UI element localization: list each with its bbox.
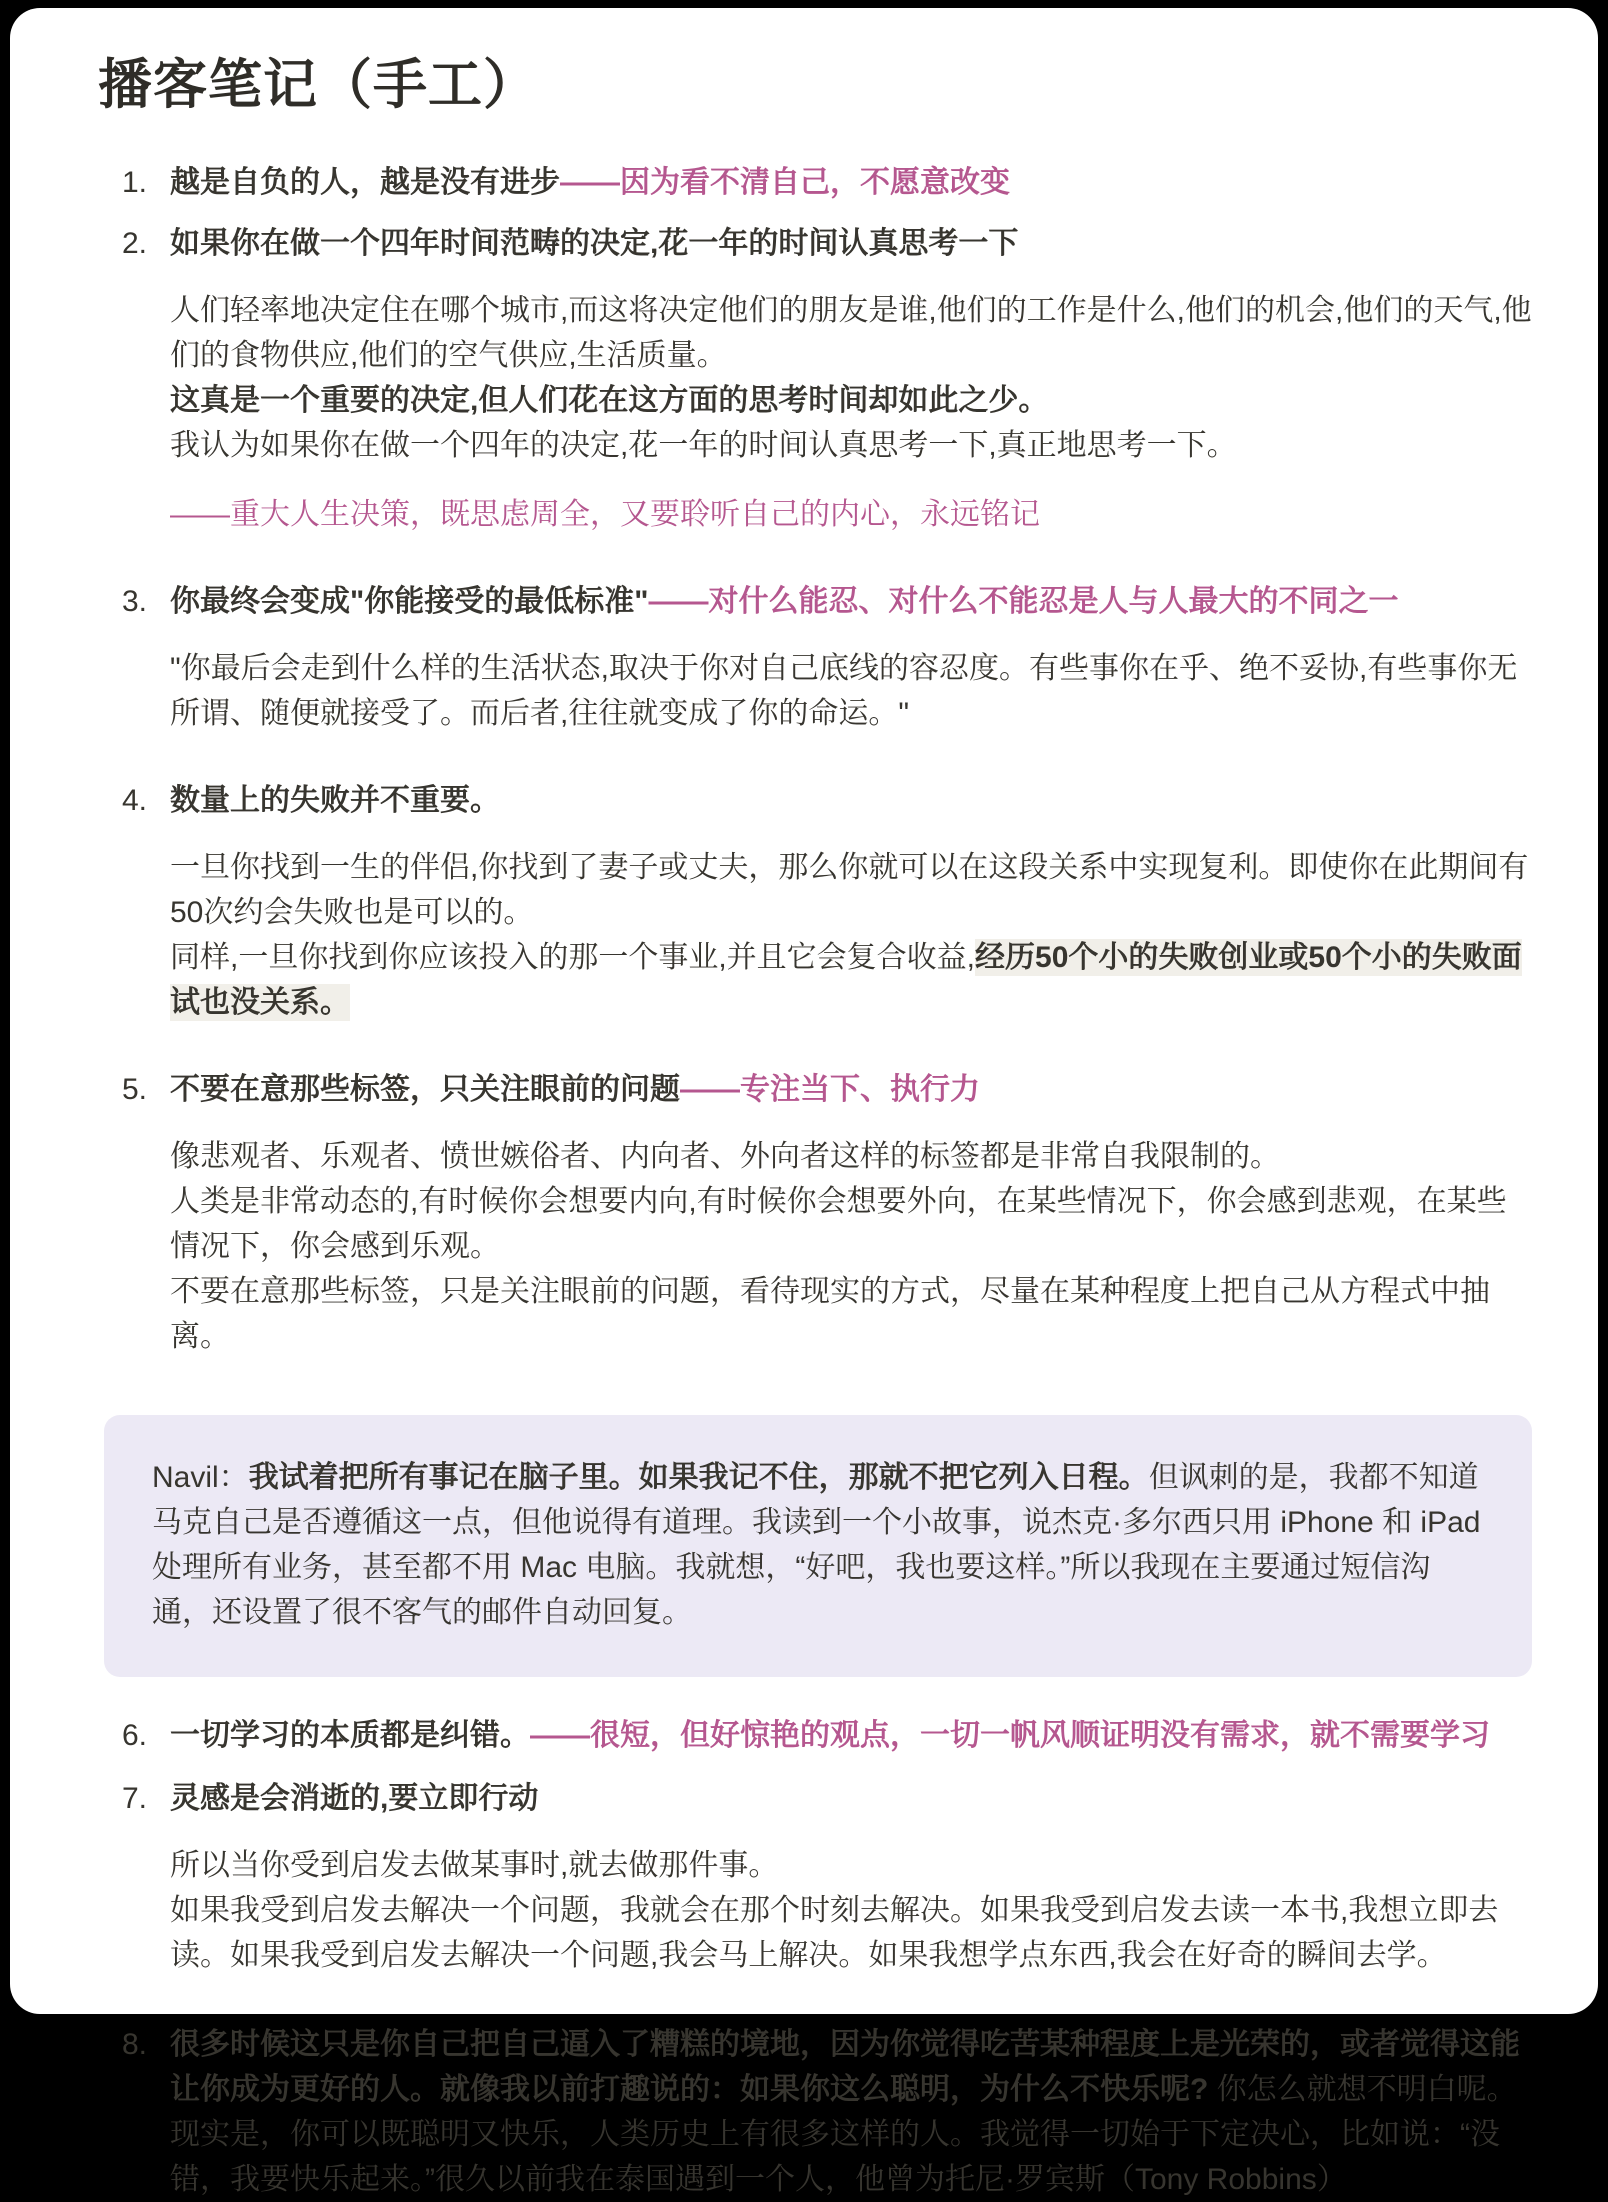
list-number: 1. <box>122 165 148 199</box>
highlighted-text: 经历50个小的失败创业或50个小的失败面试也没关系。 <box>170 940 1522 1019</box>
list-item-8 <box>98 2022 1532 2202</box>
paragraph <box>170 1134 1532 1359</box>
list-number: 7. <box>122 1781 148 1815</box>
list-number: 6. <box>122 1718 148 1752</box>
pink-annotation: ——很短，但好惊艳的观点，一切一帆风顺证明没有需求，就不需要学习 <box>530 1718 1490 1752</box>
paragraph-text: 你怎么就想不明白呢。现实是，你可以既聪明又快乐，人类历史上有很多这样的人。我觉得一切始于下定决心，比如说：“没错，我要快乐起来。”很久以前我在泰国遇到一个人，他曾为托尼·罗宾斯（Tony Robbins） <box>170 2072 1517 2196</box>
paragraph: "你最后会走到什么样的生活状态,取决于你对自己底线的容忍度。有些事你在乎、绝不妥协,有些事你无所谓、随便就接受了。而后者,往往就变成了你的命运。" <box>170 651 1518 730</box>
paragraph-line: 一旦你找到一生的伴侣,你找到了妻子或丈夫，那么你就可以在这段关系中实现复利。即使你在此期间有50次约会失败也是可以的。 <box>170 850 1529 929</box>
paragraph-line: 如果我受到启发去解决一个问题，我就会在那个时刻去解决。如果我受到启发去读一本书,我想立即去读。如果我受到启发去解决一个问题,我会马上解决。如果我想学点东西,我会在好奇的瞬间去学。 <box>170 1893 1499 1972</box>
item-heading: 数量上的失败并不重要。 <box>170 783 500 817</box>
list-item-4 <box>98 778 1532 1051</box>
notes-page-card <box>10 8 1598 2196</box>
callout-prefix: Navil： <box>152 1460 249 1494</box>
callout-bold-text: 我试着把所有事记在脑子里。如果我记不住，那就不把它列入日程。 <box>248 1460 1149 1494</box>
paragraph-line: 不要在意那些标签，只是关注眼前的问题，看待现实的方式，尽量在某种程度上把自己从方程式中抽离。 <box>170 1274 1490 1353</box>
callout-text: 但讽刺的是，我都不知道马克自己是否遵循这一点，但他说得有道理。我读到一个小故事，说杰克·多尔西只用 iPhone 和 iPad 处理所有业务，甚至都不用 Mac 电脑。我就想，“好吧，我也要这样。”所以我现在主要通过短信沟通，还设置了很不客气的邮件自动回复。 <box>152 1460 1481 1629</box>
paragraph-line: 所以当你受到启发去做某事时,就去做那件事。 <box>170 1848 779 1882</box>
item-heading: 如果你在做一个四年时间范畴的决定,花一年的时间认真思考一下 <box>170 226 1019 260</box>
paragraph-line: 我认为如果你在做一个四年的决定,花一年的时间认真思考一下,真正地思考一下。 <box>170 428 1237 462</box>
list-item-3 <box>98 579 1532 762</box>
item-heading: 灵感是会消逝的,要立即行动 <box>170 1781 539 1815</box>
list-item-1 <box>98 160 1532 205</box>
item-heading: 越是自负的人，越是没有进步 <box>170 165 560 199</box>
list-item-5 <box>98 1067 1532 1385</box>
item-heading: 不要在意那些标签，只关注眼前的问题 <box>170 1072 680 1106</box>
paragraph <box>170 288 1532 468</box>
page-title: 播客笔记（手工） <box>98 55 538 115</box>
item-heading: 很多时候这只是你自己把自己逼入了糟糕的境地，因为你觉得吃苦某种程度上是光荣的，或者觉得这能让你成为更好的人。就像我以前打趣说的：如果你这么聪明，为什么不快乐呢? <box>170 2027 1520 2106</box>
paragraph-line: 人们轻率地决定住在哪个城市,而这将决定他们的朋友是谁,他们的工作是什么,他们的机会,他们的天气,他们的食物供应,他们的空气供应,生活质量。 <box>170 293 1532 372</box>
list-number: 3. <box>122 584 148 618</box>
list-item-7 <box>98 1776 1532 2004</box>
list-number: 4. <box>122 783 148 817</box>
bold-line: 这真是一个重要的决定,但人们花在这方面的思考时间却如此之少。 <box>170 383 1049 417</box>
list-number: 5. <box>122 1072 148 1106</box>
list-item-6 <box>98 1713 1532 1758</box>
pink-annotation: ——因为看不清自己，不愿意改变 <box>560 165 1010 199</box>
pink-annotation: ——专注当下、执行力 <box>680 1072 980 1106</box>
page-content <box>10 8 1598 2202</box>
list-number: 8. <box>122 2027 148 2061</box>
item-heading: 你最终会变成"你能接受的最低标准" <box>170 584 649 618</box>
item-heading: 一切学习的本质都是纠错。 <box>170 1718 530 1752</box>
paragraph-line: 人类是非常动态的,有时候你会想要内向,有时候你会想要外向，在某些情况下，你会感到悲观，在某些情况下，你会感到乐观。 <box>170 1184 1507 1263</box>
paragraph <box>170 845 1532 1025</box>
paragraph-line <box>170 935 1532 1025</box>
list-item-2 <box>98 221 1532 563</box>
paragraph-text: 同样,一旦你找到你应该投入的那一个事业,并且它会复合收益, <box>170 940 976 974</box>
list-number: 2. <box>122 226 148 260</box>
paragraph-line: 像悲观者、乐观者、愤世嫉俗者、内向者、外向者这样的标签都是非常自我限制的。 <box>170 1139 1280 1173</box>
pink-annotation: ——对什么能忍、对什么不能忍是人与人最大的不同之一 <box>648 584 1399 618</box>
paragraph <box>170 1843 1532 1978</box>
callout-box <box>104 1415 1532 1677</box>
pink-annotation: ——重大人生决策，既思虑周全，又要聆听自己的内心，永远铭记 <box>170 497 1040 531</box>
